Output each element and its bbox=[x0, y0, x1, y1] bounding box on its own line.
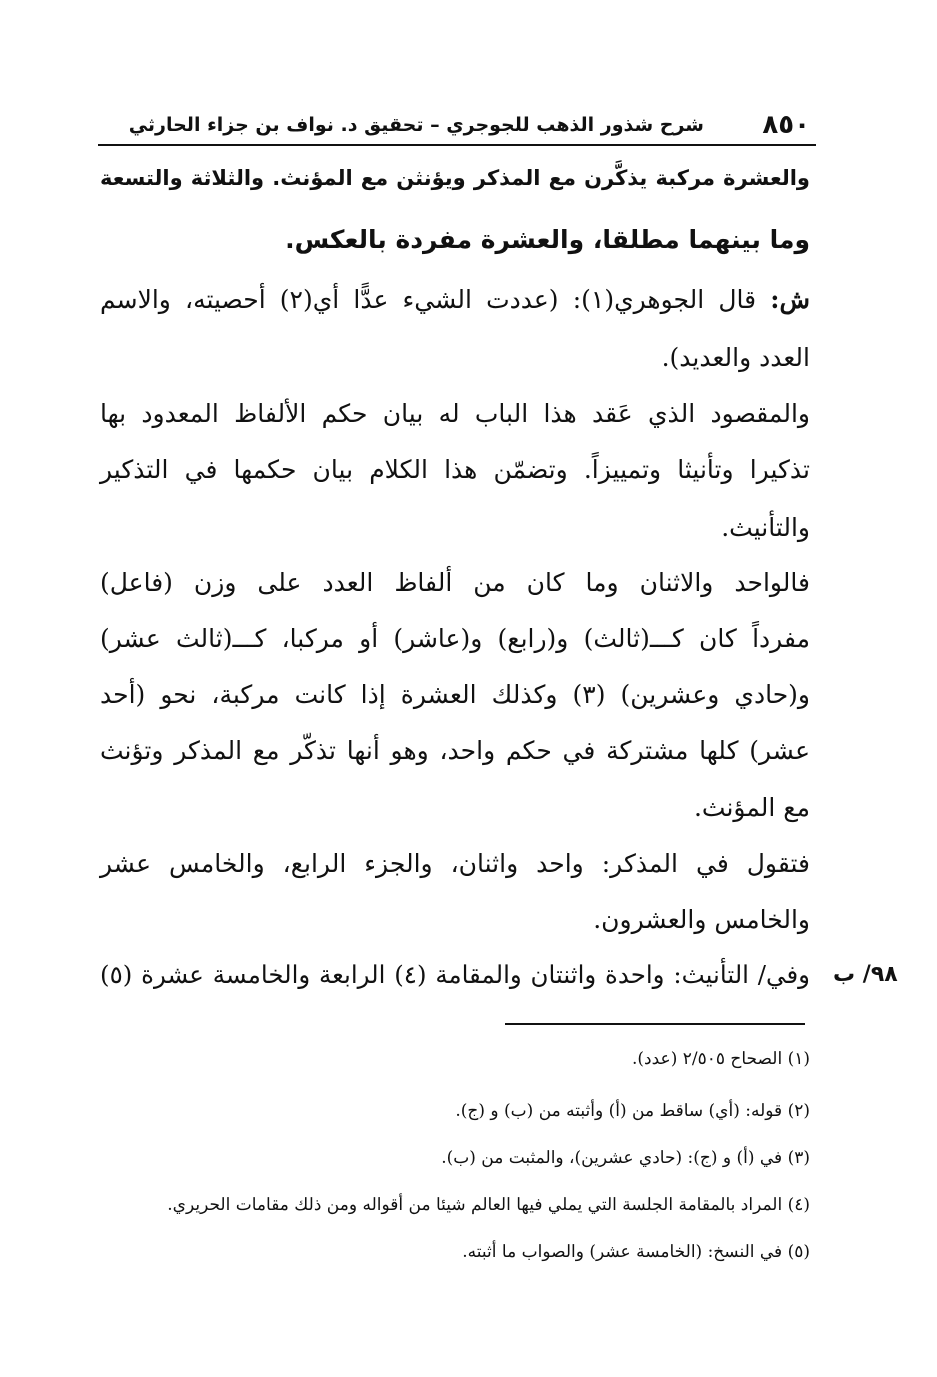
body-line: فتقول في المذكر: واحد واثنان، والجزء الرابع، والخامس عشر bbox=[100, 849, 810, 878]
matn-line: وما بينهما مطلقا، والعشرة مفردة بالعكس. bbox=[285, 225, 810, 254]
running-title: شرح شذور الذهب للجوجري – تحقيق د. نواف بن جزاء الحارثي bbox=[128, 114, 704, 136]
footnote: (١) الصحاح ٢/٥٠٥ (عدد). bbox=[632, 1049, 810, 1069]
body-line: والخامس والعشرون. bbox=[593, 905, 810, 934]
sharh-line bbox=[100, 280, 810, 320]
body-line: مفرداً كان كـــ(ثالث) و(رابع) و(عاشر) أو مركبا، كـــ(ثالث عشر) bbox=[100, 624, 810, 653]
body-line: والتأنيث. bbox=[721, 513, 810, 542]
body-line: وفي/ التأنيث: واحدة واثنتان والمقامة (٤) الرابعة والخامسة عشرة (٥) bbox=[100, 960, 811, 989]
page-header bbox=[98, 106, 816, 146]
body-line: عشر) كلها مشتركة في حكم واحد، وهو أنها تذكّر مع المذكر وتؤنث bbox=[100, 736, 810, 765]
body-line: العدد والعديد). bbox=[661, 343, 810, 372]
body-line: و(حادي وعشرين) (٣) وكذلك العشرة إذا كانت مركبة، نحو (أحد bbox=[100, 680, 810, 709]
body-line: والمقصود الذي عَقد هذا الباب له بيان حكم الألفاظ المعدود بها bbox=[100, 399, 810, 428]
footnote: (٤) المراد بالمقامة الجلسة التي يملي فيها العالم شيئا من أقواله ومن ذلك مقامات الحريري. bbox=[167, 1195, 810, 1215]
body-line: مع المؤنث. bbox=[693, 793, 810, 822]
sharh-line-text: قال الجوهري(١): (عددت الشيء عدًّا أي(٢) أحصيته، والاسم bbox=[100, 285, 757, 314]
footnote-separator bbox=[505, 1023, 805, 1025]
matn-line: والعشرة مركبة يذكَّرن مع المذكر ويؤنثن مع المؤنث. والثلاثة والتسعة bbox=[100, 166, 810, 190]
body-line: فالواحد والاثنان وما كان من ألفاظ العدد على وزن (فاعل) bbox=[100, 568, 810, 597]
body-line: تذكيرا وتأنيثا وتمييزاً. وتضمّن هذا الكلام بيان حكمها في التذكير bbox=[100, 455, 810, 484]
manuscript-folio-note: ٩٨/ ب bbox=[833, 962, 898, 987]
footnote: (٢) قوله: (أي) ساقط من (أ) وأثبته من (ب) و (ج). bbox=[455, 1101, 810, 1121]
page-number: ٨٥٠ bbox=[762, 110, 810, 140]
footnote: (٥) في النسخ: (الخامسة عشر) والصواب ما أثبته. bbox=[462, 1242, 810, 1262]
footnote: (٣) في (أ) و (ج): (حادي عشرين)، والمثبت من (ب). bbox=[441, 1148, 810, 1168]
sharh-marker: ش: bbox=[770, 285, 810, 314]
